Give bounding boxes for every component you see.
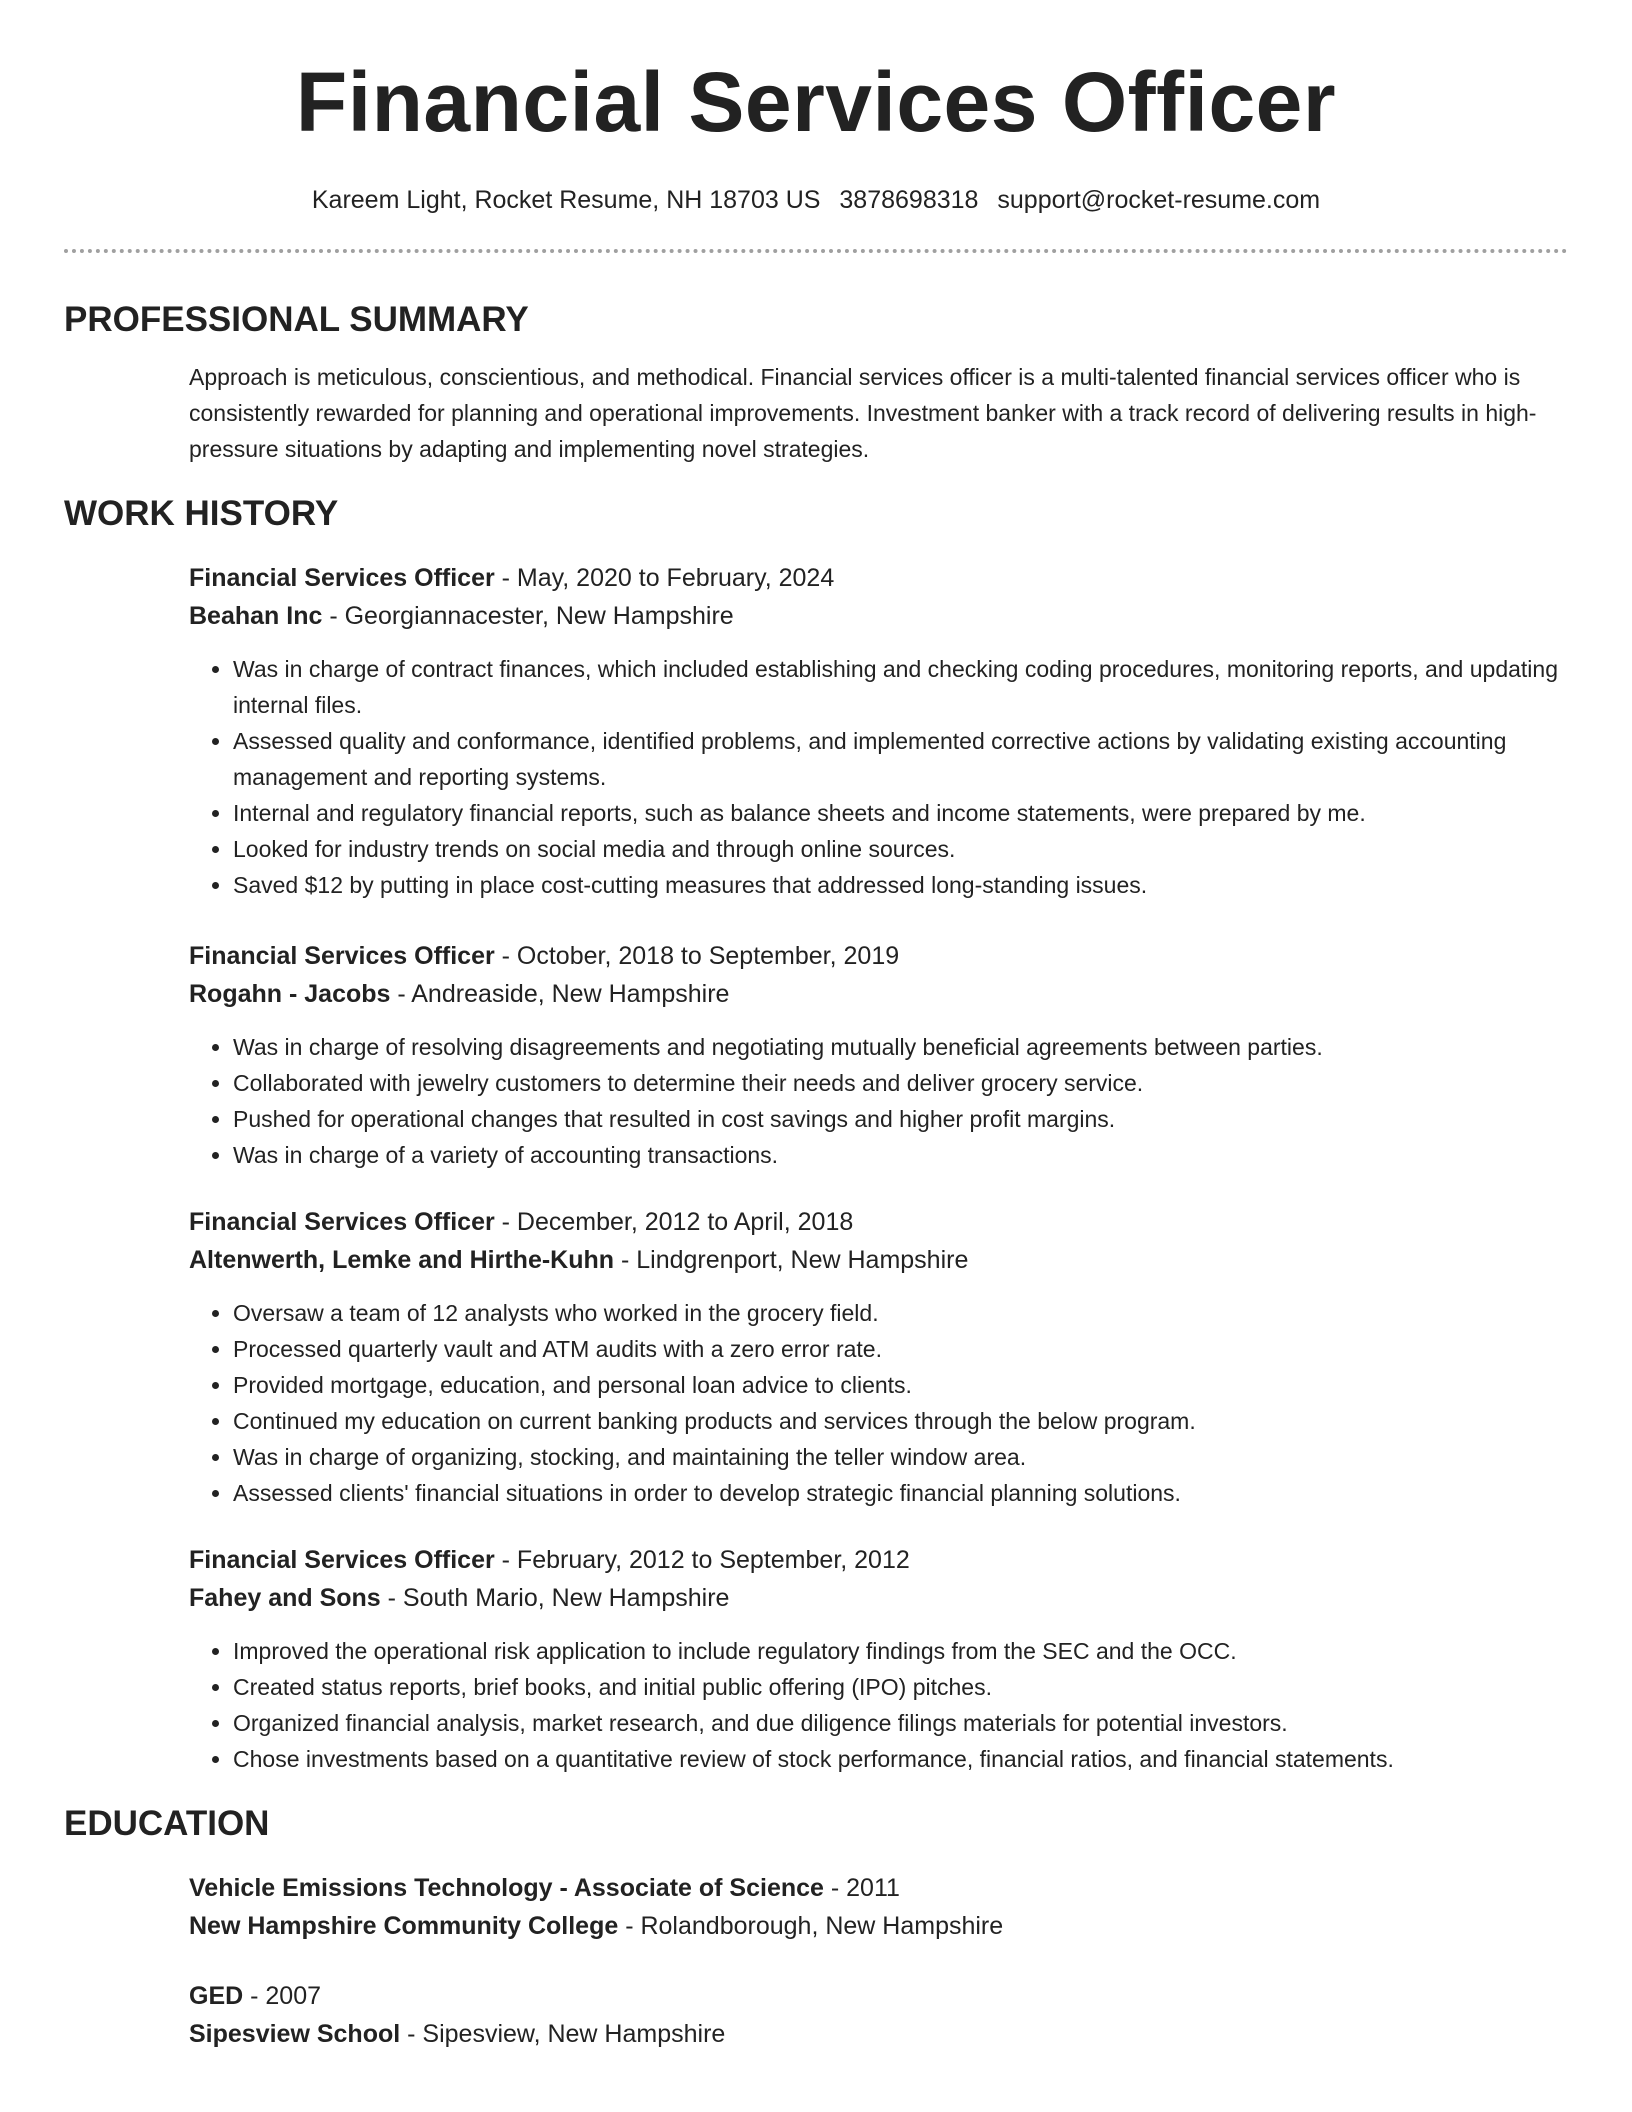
job-role: Financial Services Officer xyxy=(189,563,495,592)
job-bullet: • Assessed quality and conformance, identified problems, and implemented corrective actions by validating existing accounting management and reporting systems. xyxy=(233,723,1568,795)
job-bullet: • Saved $12 by putting in place cost-cutting measures that addressed long-standing issues. xyxy=(233,867,1568,903)
job-bullet: • Was in charge of contract finances, which included establishing and checking coding procedures, monitoring reports, and updating internal files. xyxy=(233,651,1568,723)
job-company-line xyxy=(189,1579,1568,1617)
job-entry xyxy=(189,1541,1568,1777)
job-bullet: • Assessed clients' financial situations in order to develop strategic financial planning solutions. xyxy=(233,1475,1568,1511)
job-company: Rogahn - Jacobs xyxy=(189,979,391,1008)
header-divider xyxy=(64,249,1568,253)
education-location: - Rolandborough, New Hampshire xyxy=(618,1911,1004,1940)
job-bullet: • Organized financial analysis, market research, and due diligence filings materials for potential investors. xyxy=(233,1705,1568,1741)
job-bullet: • Internal and regulatory financial reports, such as balance sheets and income statements, were prepared by me. xyxy=(233,795,1568,831)
work-history-heading: WORK HISTORY xyxy=(64,493,339,533)
education-year: - 2011 xyxy=(823,1873,900,1902)
job-entry xyxy=(189,1203,1568,1511)
education-school: Sipesview School xyxy=(189,2019,401,2048)
education-degree: GED xyxy=(189,1981,244,2010)
education-entry xyxy=(189,1869,1568,1945)
education-school: New Hampshire Community College xyxy=(189,1911,619,1940)
education-degree: Vehicle Emissions Technology - Associate of Science xyxy=(189,1873,824,1902)
job-company-line xyxy=(189,1241,1568,1279)
job-dates: - February, 2012 to September, 2012 xyxy=(494,1545,910,1574)
job-company-line xyxy=(189,597,1568,635)
education-year: - 2007 xyxy=(243,1981,322,2010)
job-company: Fahey and Sons xyxy=(189,1583,381,1612)
education-section xyxy=(64,1869,1568,2053)
education-school-line xyxy=(189,2015,1568,2053)
job-role-line xyxy=(189,1541,1568,1579)
education-degree-line xyxy=(189,1977,1568,2015)
summary-text: Approach is meticulous, conscientious, and methodical. Financial services officer is a multi-talented financial services officer who is consistently rewarded for planning and operational improvements. Investment banker with a track record of delivering results in high-pressure situations by adapting and implementing novel strategies. xyxy=(189,363,1537,462)
job-bullet: • Created status reports, brief books, and initial public offering (IPO) pitches. xyxy=(233,1669,1568,1705)
education-heading: EDUCATION xyxy=(64,1803,270,1843)
job-bullet-list xyxy=(189,1029,1568,1173)
job-bullet: • Chose investments based on a quantitative review of stock performance, financial ratios, and financial statements. xyxy=(233,1741,1568,1777)
work-history-section xyxy=(64,559,1568,1777)
job-bullet-list xyxy=(189,651,1568,903)
job-bullet: • Was in charge of organizing, stocking, and maintaining the teller window area. xyxy=(233,1439,1568,1475)
job-company: Beahan Inc xyxy=(189,601,323,630)
job-location: - Andreaside, New Hampshire xyxy=(390,979,730,1008)
job-role: Financial Services Officer xyxy=(189,1207,495,1236)
job-bullet: • Continued my education on current banking products and services through the below program. xyxy=(233,1403,1568,1439)
job-dates: - May, 2020 to February, 2024 xyxy=(494,563,835,592)
resume-title: Financial Services Officer xyxy=(295,55,1337,149)
job-entry xyxy=(189,937,1568,1173)
education-entry xyxy=(189,1977,1568,2053)
education-location: - Sipesview, New Hampshire xyxy=(400,2019,726,2048)
education-degree-line xyxy=(189,1869,1568,1907)
job-bullet: • Improved the operational risk application to include regulatory findings from the SEC and the OCC. xyxy=(233,1633,1568,1669)
job-bullet: • Was in charge of resolving disagreements and negotiating mutually beneficial agreements between parties. xyxy=(233,1029,1568,1065)
job-company-line xyxy=(189,975,1568,1013)
job-bullet-list xyxy=(189,1633,1568,1777)
job-dates: - December, 2012 to April, 2018 xyxy=(494,1207,854,1236)
summary-section xyxy=(64,359,1568,467)
job-bullet: • Oversaw a team of 12 analysts who worked in the grocery field. xyxy=(233,1295,1568,1331)
contact-email: support@rocket-resume.com xyxy=(997,185,1321,214)
job-bullet: • Looked for industry trends on social media and through online sources. xyxy=(233,831,1568,867)
job-entry xyxy=(189,559,1568,903)
job-location: - South Mario, New Hampshire xyxy=(380,1583,730,1612)
job-dates: - October, 2018 to September, 2019 xyxy=(494,941,900,970)
job-bullet: • Was in charge of a variety of accounting transactions. xyxy=(233,1137,1568,1173)
job-bullet: • Processed quarterly vault and ATM audits with a zero error rate. xyxy=(233,1331,1568,1367)
job-bullet-list xyxy=(189,1295,1568,1511)
job-location: - Georgiannacester, New Hampshire xyxy=(322,601,734,630)
job-role-line xyxy=(189,1203,1568,1241)
job-bullet: • Provided mortgage, education, and personal loan advice to clients. xyxy=(233,1367,1568,1403)
job-bullet: • Pushed for operational changes that resulted in cost savings and higher profit margins. xyxy=(233,1101,1568,1137)
job-role-line xyxy=(189,559,1568,597)
job-role: Financial Services Officer xyxy=(189,941,495,970)
job-role: Financial Services Officer xyxy=(189,1545,495,1574)
contact-phone: 3878698318 xyxy=(839,185,979,214)
summary-heading: PROFESSIONAL SUMMARY xyxy=(64,299,529,339)
job-location: - Lindgrenport, New Hampshire xyxy=(614,1245,969,1274)
job-company: Altenwerth, Lemke and Hirthe-Kuhn xyxy=(189,1245,615,1274)
job-bullet: • Collaborated with jewelry customers to determine their needs and deliver grocery service. xyxy=(233,1065,1568,1101)
contact-address: Kareem Light, Rocket Resume, NH 18703 US xyxy=(311,185,821,214)
education-school-line xyxy=(189,1907,1568,1945)
contact-line xyxy=(64,185,1568,215)
job-role-line xyxy=(189,937,1568,975)
